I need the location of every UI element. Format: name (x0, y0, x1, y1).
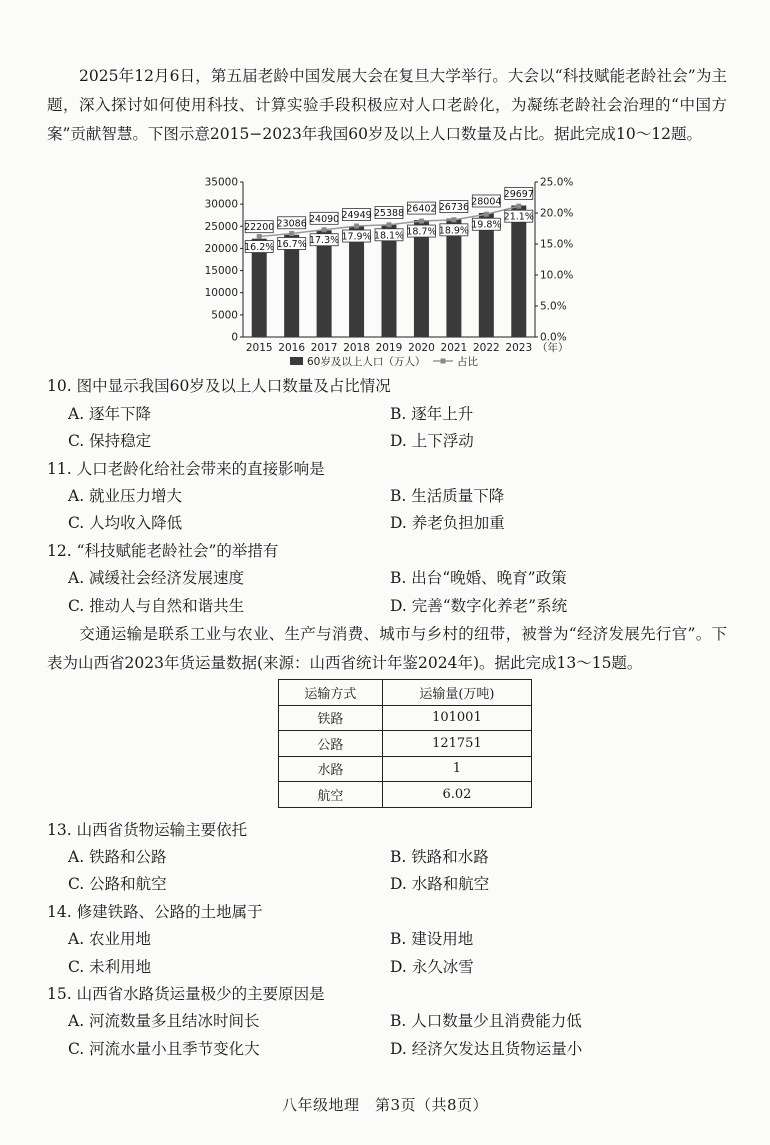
value-label: 25388 (373, 208, 405, 220)
table-row (279, 705, 532, 731)
legend-bar-swatch (290, 357, 303, 365)
value-label: 26736 (438, 202, 470, 214)
x-tick-label: 2022 (472, 342, 500, 354)
table-header-row (279, 680, 532, 706)
left-tick-label: 20000 (204, 242, 238, 255)
x-tick-label: 2021 (440, 342, 468, 354)
right-tick-label: 20.0% (540, 207, 574, 220)
left-tick-label: 15000 (204, 265, 238, 278)
population-bar (382, 225, 397, 337)
legend-line-marker (441, 359, 446, 364)
ratio-label: 18.1% (373, 230, 405, 242)
ratio-label: 21.1% (503, 211, 534, 223)
ratio-label: 16.2% (244, 242, 275, 254)
q13-option-b: B. 铁路和水路 (390, 848, 489, 866)
q11-option-a: A. 就业压力增大 (68, 487, 183, 505)
q12-option-b: B. 出台“晚婚、晚育”政策 (390, 569, 567, 587)
q13-option-a: A. 铁路和公路 (68, 848, 167, 866)
value-label: 24949 (341, 210, 372, 222)
q10-option-c: C. 保持稳定 (68, 432, 152, 450)
table-cell: 铁路 (279, 705, 383, 731)
population-bar (414, 220, 429, 337)
freight-table (278, 679, 532, 808)
value-label: 28004 (471, 196, 502, 208)
table-cell: 1 (382, 756, 531, 782)
ratio-point (289, 231, 294, 236)
q14-option-a: A. 农业用地 (68, 930, 152, 948)
value-label: 22200 (244, 222, 275, 234)
q15-option-b: B. 人口数量少且消费能力低 (390, 1012, 582, 1030)
legend-line-label: 占比 (457, 356, 478, 368)
ratio-point (419, 219, 424, 224)
value-label: 23086 (276, 218, 307, 230)
intro-paragraph-2: 交通运输是联系工业与农业、生产与消费、城市与乡村的纽带，被誉为“经济发展先行官”。下表为山西省2023年货运量数据(来源：山西省统计年鉴2024年)。据此完成13～15题。 (47, 625, 727, 672)
table-row (279, 731, 532, 757)
question-12-stem: 12. “科技赋能老龄社会”的举措有 (47, 542, 279, 560)
table-cell: 121751 (382, 731, 531, 757)
q15-option-c: C. 河流水量小且季节变化大 (68, 1040, 260, 1058)
x-tick-label: 2016 (278, 342, 306, 354)
population-bar (511, 205, 526, 337)
x-tick-label: 2018 (343, 342, 370, 354)
question-13-stem: 13. 山西省货物运输主要依托 (47, 821, 248, 839)
population-bar (479, 213, 494, 337)
q10-option-a: A. 逐年下降 (68, 405, 152, 423)
left-tick-label: 35000 (204, 176, 238, 189)
right-tick-label: 15.0% (540, 238, 574, 251)
left-tick-label: 10000 (204, 287, 238, 300)
question-11-stem: 11. 人口老龄化给社会带来的直接影响是 (47, 460, 325, 478)
q11-option-c: C. 人均收入降低 (68, 514, 183, 532)
ratio-label: 17.9% (341, 231, 372, 243)
ratio-point (484, 212, 489, 217)
ratio-label: 18.7% (406, 226, 437, 238)
population-bar (446, 219, 461, 337)
left-tick-label: 5000 (211, 309, 238, 322)
q14-option-c: C. 未利用地 (68, 958, 152, 976)
ratio-label: 18.9% (438, 225, 469, 237)
population-bar (317, 230, 332, 337)
q15-option-a: A. 河流数量多且结冰时间长 (68, 1012, 260, 1030)
left-tick-label: 25000 (204, 220, 238, 233)
question-14-stem: 14. 修建铁路、公路的土地属于 (47, 903, 263, 921)
intro-paragraph-1: 2025年12月6日，第五届老龄中国发展大会在复旦大学举行。大会以“科技赋能老龄社会”为主题，深入探讨如何使用科技、计算实验手段积极应对人口老龄化，为凝练老龄社会治理的“中国方案”贡献智慧。下图示意2015−2023年我国60岁及以上人口数量及占比。据此完成10～12题。 (47, 67, 727, 143)
question-10-stem: 10. 图中显示我国60岁及以上人口数量及占比情况 (47, 377, 391, 395)
ratio-label: 17.3% (309, 235, 340, 247)
question-15-stem: 15. 山西省水路货运量极少的主要原因是 (47, 985, 325, 1003)
right-tick-label: 0.0% (540, 331, 567, 344)
table-cell: 6.02 (382, 782, 531, 808)
ratio-point (516, 204, 521, 209)
population-bar (284, 235, 299, 337)
table-cell: 水路 (279, 756, 383, 782)
table-cell: 公路 (279, 731, 383, 757)
q11-option-b: B. 生活质量下降 (390, 487, 505, 505)
q14-option-b: B. 建设用地 (390, 930, 474, 948)
ratio-point (257, 234, 262, 239)
ratio-point (322, 227, 327, 232)
left-tick-label: 30000 (204, 198, 238, 211)
population-bar (252, 239, 267, 337)
value-label: 26402 (406, 203, 437, 215)
table-cell: 101001 (382, 705, 531, 731)
ratio-point (387, 222, 392, 227)
table-row (279, 756, 532, 782)
right-tick-label: 5.0% (540, 300, 567, 313)
q11-option-d: D. 养老负担加重 (390, 514, 505, 532)
x-axis-unit: （年） (537, 342, 569, 354)
table-row (279, 782, 532, 808)
table-header-volume: 运输量(万吨) (382, 680, 531, 706)
x-tick-label: 2015 (245, 342, 273, 354)
x-tick-label: 2020 (408, 342, 435, 354)
x-tick-label: 2023 (505, 342, 533, 354)
q12-option-d: D. 完善“数字化养老”系统 (390, 597, 568, 615)
q10-option-d: D. 上下浮动 (390, 432, 474, 450)
q12-option-c: C. 推动人与自然和谐共生 (68, 597, 245, 615)
table-header-mode: 运输方式 (279, 680, 383, 706)
population-bar (349, 227, 364, 337)
legend-bar-label: 60岁及以上人口（万人） (307, 356, 426, 368)
right-tick-label: 25.0% (540, 176, 574, 189)
ratio-label: 16.7% (276, 238, 307, 250)
q10-option-b: B. 逐年上升 (390, 405, 474, 423)
x-tick-label: 2019 (375, 342, 403, 354)
q15-option-d: D. 经济欠发达且货物运量小 (390, 1040, 583, 1058)
q13-option-d: D. 水路和航空 (390, 875, 490, 893)
page-footer: 八年级地理 第3页（共8页） (281, 1096, 489, 1114)
population-chart (195, 172, 585, 372)
ratio-label: 19.8% (471, 219, 502, 231)
ratio-point (451, 217, 456, 222)
value-label: 29697 (503, 188, 534, 200)
table-cell: 航空 (279, 782, 383, 808)
right-tick-label: 10.0% (540, 269, 574, 282)
x-tick-label: 2017 (310, 342, 338, 354)
ratio-point (354, 224, 359, 229)
q13-option-c: C. 公路和航空 (68, 875, 167, 893)
q12-option-a: A. 减缓社会经济发展速度 (68, 569, 245, 587)
value-label: 24090 (308, 213, 340, 225)
left-tick-label: 0 (231, 331, 238, 344)
q14-option-d: D. 永久冰雪 (390, 958, 474, 976)
